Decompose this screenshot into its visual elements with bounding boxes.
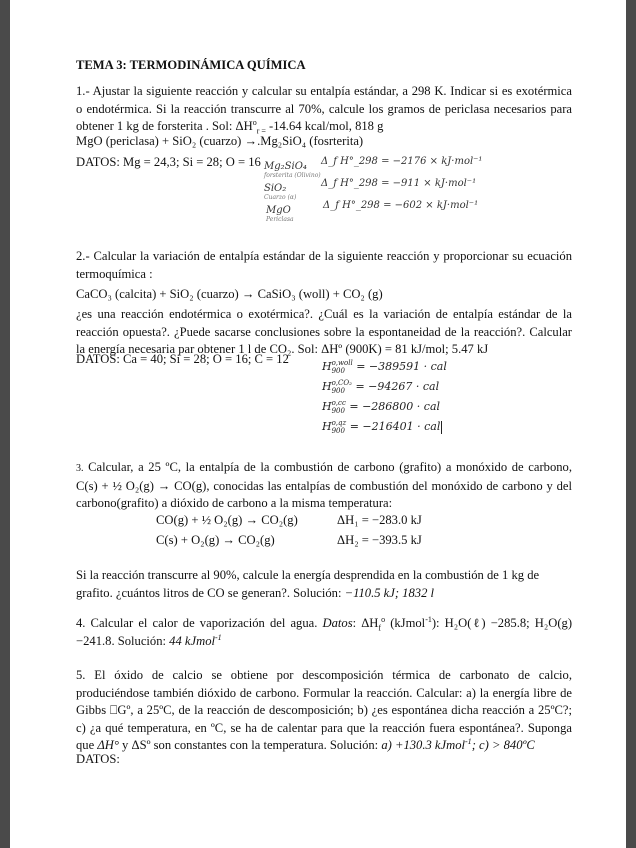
- row-temp: 900: [331, 387, 345, 395]
- problem-1-table-row-3: [266, 198, 294, 223]
- problem-5-text: 5. El óxido de calcio se obtiene por descomposición térmica de carbonato de calcio, produciéndose también dióxido de carbono. Formular la reacción. Calcular: a) la energía libre de Gibbs ⎕Gº, a 25ºC, de la reacción de descomposición; b) ¿es espontánea dicha reacción a 25ºC?; c) ¿a qué temperatura, en ºC, se ha de calentar para que la reacción fuera espontánea?. Suponga que: [76, 668, 572, 753]
- text-cursor: [441, 421, 442, 434]
- species: SiO₂: [264, 183, 287, 194]
- problem-1-sol-symbol: ΔH: [235, 119, 253, 134]
- row-sup: o,qz: [331, 419, 347, 427]
- species: Mg₂SiO₄: [264, 161, 307, 172]
- problem-2-statement: 2.- Calcular la variación de entalpía estándar de la siguiente reacción y proporcionar su ecuación termoquímica :: [76, 249, 572, 281]
- problem-3-statement: [76, 459, 572, 513]
- problem-3-reaction-1: CO(g) + ½ O₂(g) → CO₂(g): [156, 513, 298, 527]
- problem-4-sup: o: [381, 614, 386, 624]
- problem-1-sol-sup: o: [252, 118, 257, 127]
- row-temp: 900: [331, 367, 345, 375]
- problem-4-solution: 44 kJmol: [169, 633, 215, 648]
- problem-1-table-eq-2: Δ_f H°_298 = −911 × kJ·mol⁻¹: [321, 178, 477, 189]
- problem-5-solution-sup: -1: [465, 737, 472, 747]
- row-sup: o,woll: [331, 359, 353, 367]
- row-temp: 900: [331, 427, 345, 435]
- row-value: = −389591 · cal: [356, 360, 447, 373]
- problem-5-dh: ΔH°: [97, 738, 119, 753]
- row-temp: 900: [331, 407, 345, 415]
- problem-5-and: y: [118, 738, 132, 753]
- problem-5-solution: a) +130.3 kJmol: [381, 738, 466, 753]
- species: MgO: [266, 205, 291, 216]
- problem-3-tail: [76, 567, 572, 602]
- problem-1-table-eq-3: Δ_f H°_298 = −602 × kJ·mol⁻¹: [323, 200, 479, 211]
- problem-5-statement: [76, 667, 572, 755]
- problem-2-table-row-4: [322, 419, 442, 435]
- problem-1-sol-sub: r =: [256, 126, 266, 136]
- problem-1-sol-value: -14.64 kcal/mol, 818 g: [265, 119, 384, 134]
- problem-1-lead: 1.- Ajustar la siguiente reacción y calcular su entalpía estándar, a 298 K. Indicar si es exotérmica o endotérmica. Si la reacción transcurre al 70%, calcule los gramos de periclasa necesarios para obtener 1 kg de forsterita . Sol:: [76, 84, 572, 134]
- problem-4-solution-sup: -1: [214, 632, 222, 642]
- problem-4-datos-label: Datos: [322, 616, 353, 630]
- row-sup: o,CO₂: [331, 379, 352, 387]
- problem-1-statement: [76, 83, 572, 136]
- row-value: = −216401 · cal: [349, 420, 441, 433]
- problem-3-reaction-2: C(s) + O₂(g) → CO₂(g): [156, 533, 275, 547]
- row-value: = −94267 · cal: [355, 380, 440, 393]
- problem-2-reaction: CaCO₃ (calcita) + SiO₂ (cuarzo) → CaSiO₃ (woll) + CO₂ (g): [76, 287, 383, 301]
- problem-3-lead: Calcular, a 25 ºC, la entalpía de la combustión de carbono (grafito) a monóxido de carbono, C(s) + ½ O₂(g) → CO(g), conocidas las entalpías de combustión del monóxido de carbono y del carbono(grafito) a dióxido de carbono a la misma temperatura:: [76, 460, 572, 511]
- problem-3-dh-1: ΔH₁ = −283.0 kJ: [337, 513, 422, 527]
- page-title: TEMA 3: TERMODINÁMICA QUÍMICA: [76, 58, 306, 72]
- mineral-name: forsterita (Olivino): [264, 172, 321, 179]
- problem-3-solution: −110.5 kJ; 1832 l: [344, 585, 435, 600]
- document-page: [10, 0, 626, 848]
- problem-4-unit: (kJmol: [385, 616, 426, 630]
- problem-5-ds: ΔSº: [131, 738, 151, 753]
- problem-2-questions: ¿es una reacción endotérmica o exotérmica?. ¿Cuál es la variación de entalpía estándar de la reacción opuesta?. ¿Puede sacarse conclusiones sobre la espontaneidad de la reacción?. Calcular la energía necesaria par obtener 1 l de CO₂. Sol: ΔHº (900K) = 81 kJ/mol; 5.47 kJ: [76, 307, 572, 357]
- problem-2-datos: DATOS: Ca = 40; Si = 28; O = 16; C = 12: [76, 352, 289, 366]
- problem-1-reaction: MgO (periclasa) + SiO₂ (cuarzo) →.Mg₂SiO₄ (fosrterita): [76, 134, 364, 148]
- problem-4-lead: 4. Calcular el calor de vaporización del agua.: [76, 616, 323, 630]
- problem-3-number: 3.: [76, 463, 84, 474]
- row-sup: o,cc: [331, 399, 346, 407]
- problem-4-unit-sup: -1: [425, 614, 432, 624]
- problem-5-solution-2: ; c) > 840ºC: [471, 738, 535, 753]
- enthalpy-symbol: H: [322, 400, 332, 413]
- problem-1-table-eq-1: Δ_f H°_298 = −2176 × kJ·mol⁻¹: [321, 156, 483, 167]
- mineral-name: Cuarzo (α): [264, 194, 297, 201]
- problem-2-table-row-2: [322, 379, 439, 395]
- enthalpy-symbol: H: [322, 360, 332, 373]
- problem-2-table-row-3: [322, 399, 440, 415]
- enthalpy-symbol: H: [322, 420, 332, 433]
- problem-3-tail-text: Si la reacción transcurre al 90%, calcule la energía desprendida en la combustión de 1 kg de grafito. ¿cuántos litros de CO se generan?. Solución:: [76, 568, 540, 600]
- problem-4-values: ): H₂O(ℓ) −285.8; H₂O(g) −241.8. Solución:: [76, 616, 573, 648]
- problem-4-statement: [76, 615, 572, 650]
- problem-4-dh: : ΔH: [352, 616, 379, 630]
- enthalpy-symbol: H: [322, 380, 332, 393]
- problem-5-text2: son constantes con la temperatura. Solución:: [150, 738, 382, 753]
- problem-2-table-row-1: [322, 359, 447, 375]
- problem-4-sub: f: [378, 623, 382, 633]
- problem-3-dh-2: ΔH₂ = −393.5 kJ: [337, 533, 422, 547]
- problem-1-datos: DATOS: Mg = 24,3; Si = 28; O = 16: [76, 155, 261, 169]
- mineral-name: Periclasa: [266, 216, 294, 223]
- problem-5-datos: DATOS:: [76, 752, 120, 766]
- row-value: = −286800 · cal: [349, 400, 441, 413]
